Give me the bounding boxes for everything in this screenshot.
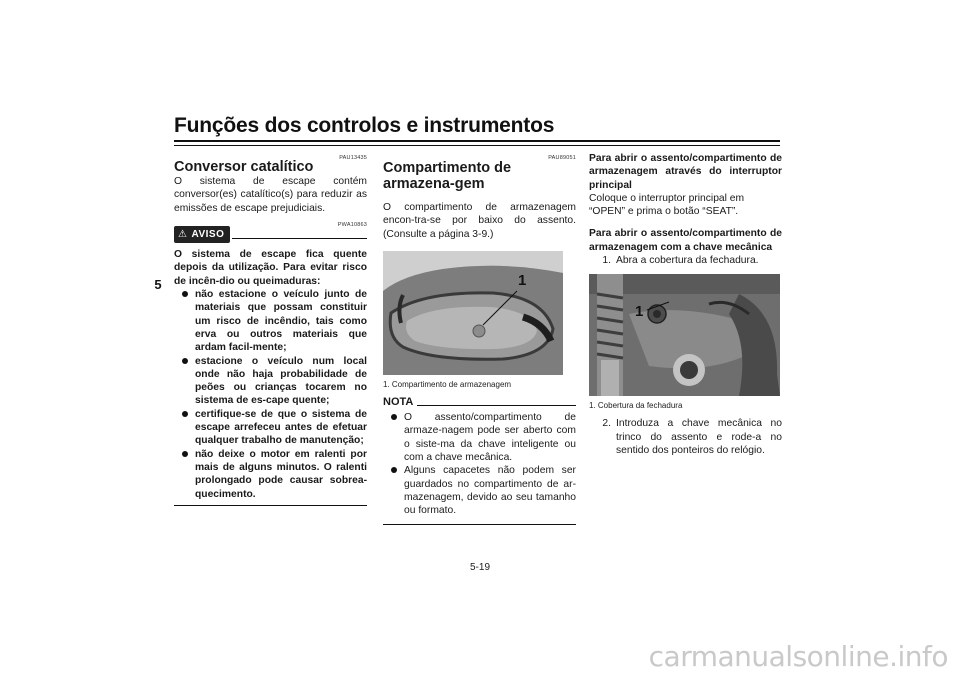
header-rule-thin: [174, 145, 780, 146]
list-item: estacione o veículo num local onde não haja probabilidade de peões ou crianças tocarem no sistema de es-cape quente;: [174, 355, 367, 408]
photo-callout-number: 1: [518, 271, 527, 289]
main-switch-text: Coloque o interruptor principal em “OPEN” e prima o botão “SEAT”.: [589, 192, 745, 218]
step-number: 1.: [602, 255, 611, 267]
page-title: Funções dos controlos e instrumentos: [174, 114, 555, 137]
list-item: certifique-se de que o sistema de escape arrefeceu antes de efetuar qualquer trabalho de manutenção;: [174, 408, 367, 448]
column-storage-compartment: [383, 150, 576, 525]
section-code: PAU89051: [548, 155, 576, 161]
chapter-tab: 5: [154, 277, 162, 292]
steps-list-continued: [589, 417, 782, 457]
header-rule: [174, 140, 780, 142]
site-watermark: carmanualsonline.info: [648, 640, 948, 673]
list-item: O assento/compartimento de armaze-nagem pode ser aberto com o siste-ma da chave inteligente ou com a chave mecânica.: [383, 411, 576, 464]
storage-compartment-illustration: [383, 251, 563, 375]
warning-code: PWA10863: [337, 221, 367, 228]
section-heading: Compartimento de armazena-gem: [383, 160, 512, 192]
storage-compartment-photo: [383, 251, 563, 375]
page-number: 5-19: [469, 562, 490, 573]
warning-header: [174, 226, 367, 243]
column-catalytic-converter: [174, 150, 367, 506]
section-intro: O sistema de escape contém conversor(es) catalítico(s) para reduzir as emissões de escape prejudiciais.: [174, 176, 367, 214]
list-item: não deixe o motor em ralenti por mais de alguns minutos. O ralenti prolongado pode causar sobrea-quecimento.: [174, 448, 367, 501]
photo-callout-number: 1: [635, 303, 644, 321]
list-item: não estacione o veículo junto de materiais que possam constituir um risco de incêndio, tais como erva ou outros materiais que ardam facil-mente;: [174, 288, 367, 354]
photo-caption: 1. Cobertura da fechadura: [589, 401, 683, 411]
photo-caption: 1. Compartimento de armazenagem: [383, 379, 512, 389]
note-list: [383, 411, 576, 517]
warning-lead: O sistema de escape fica quente depois da utilização. Para evitar risco de incên-dio ou queimaduras:: [174, 249, 367, 287]
lock-cover-illustration: [589, 274, 780, 396]
note-label: NOTA: [383, 395, 414, 408]
warning-badge: [174, 226, 230, 243]
section-heading: Conversor catalítico: [174, 159, 314, 175]
column-opening-instructions: [589, 150, 782, 457]
section-intro: O compartimento de armazenagem encon-tra-se por baixo do assento. (Consulte a página 3-9.): [383, 202, 576, 240]
warning-rule: [232, 238, 367, 240]
step-item: [589, 417, 782, 457]
step-number: 2.: [602, 418, 611, 430]
warning-end-rule: [174, 505, 367, 507]
step-text: Introduza a chave mecânica no trinco do assento e rode-a no sentido dos ponteiros do relógio.: [616, 418, 782, 456]
lock-cover-photo: [589, 274, 780, 396]
step-item: [589, 254, 782, 267]
note-end-rule: [383, 524, 576, 525]
warning-triangle-icon: ⚠: [178, 228, 188, 240]
note-header: [383, 396, 576, 409]
steps-list: [589, 254, 782, 267]
section-code: PAU13435: [339, 155, 367, 161]
subheading-main-switch: Para abrir o assento/compartimento de armazenagem através do interruptor principal: [589, 153, 782, 191]
warning-list: [174, 288, 367, 501]
subheading-mechanical-key: Para abrir o assento/compartimento de armazenagem com a chave mecânica: [589, 228, 782, 253]
note-rule: [417, 405, 576, 406]
step-text: Abra a cobertura da fechadura.: [616, 255, 759, 267]
list-item: Alguns capacetes não podem ser guardados no compartimento de ar-mazenagem, devido ao seu tamanho ou formato.: [383, 464, 576, 517]
warning-label: AVISO: [191, 228, 225, 240]
